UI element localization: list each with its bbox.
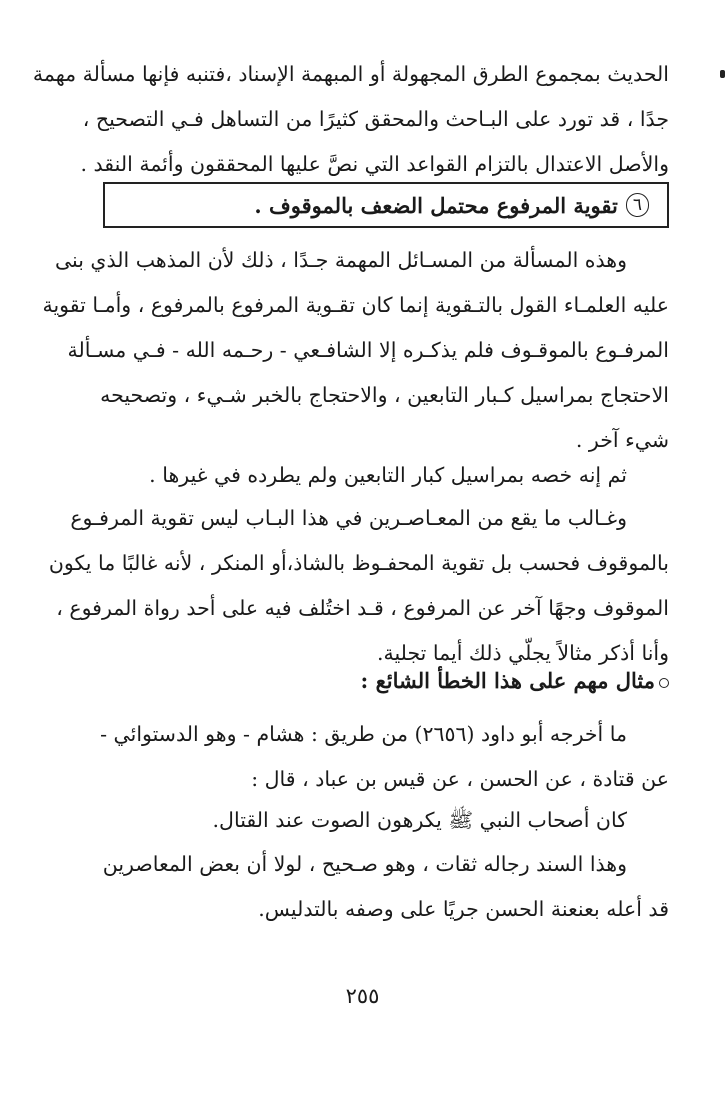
text-line: قد أعله بعنعنة الحسن جريًا على وصفه بالتدليس. bbox=[258, 897, 669, 921]
page-edge-mark bbox=[720, 70, 725, 78]
paragraph-hadith-chain bbox=[99, 712, 669, 802]
paragraph-restriction bbox=[99, 453, 669, 498]
text-line: الحديث بمجموع الطرق المجهولة أو المبهمة الإسناد ،فتنبه فإنها مسألة مهمة bbox=[32, 62, 669, 86]
paragraph-issue bbox=[42, 238, 669, 463]
text-line: جدًا ، قد تورد على البـاحث والمحقق كثيرًا من التساهل فـي التصحيح ، bbox=[82, 107, 669, 131]
example-subheading bbox=[361, 668, 669, 693]
text-line: بالموقوف فحسب بل تقوية المحفـوظ بالشاذ،أو المنكر ، لأنه غالبًا ما يكون bbox=[48, 551, 669, 575]
page-number: ٢٥٥ bbox=[345, 984, 380, 1008]
text-line: الاحتجاج بمراسيل كـبار التابعين ، والاحتجاج بالخبر شـيء ، وتصحيحه bbox=[100, 383, 669, 407]
text-line: ثم إنه خصه بمراسيل كبار التابعين ولم يطرده في غيرها . bbox=[149, 463, 627, 487]
paragraph-assessment bbox=[99, 842, 669, 932]
text-line: ما أخرجه أبو داود (٢٦٥٦) من طريق : هشام - وهو الدستوائي - bbox=[100, 722, 627, 746]
hadith-text bbox=[99, 798, 669, 843]
text-line: عن قتادة ، عن الحسن ، عن قيس بن عباد ، قال : bbox=[251, 767, 669, 791]
circle-bullet-icon bbox=[659, 678, 669, 688]
text-line: والأصل الاعتدال بالتزام القواعد التي نصَّ عليها المحققون وأئمة النقد . bbox=[80, 152, 669, 176]
section-title: تقوية المرفوع محتمل الضعف بالموقوف . bbox=[254, 192, 618, 218]
section-number: ٦ bbox=[626, 193, 649, 217]
subheading-text: مثال مهم على هذا الخطأ الشائع : bbox=[360, 668, 655, 693]
text-line: وهذا السند رجاله ثقات ، وهو صـحيح ، لولا أن بعض المعاصرين bbox=[102, 852, 627, 876]
text-line: الموقوف وجهًا آخر عن المرفوع ، قـد اختُلف فيه على أحد رواة المرفوع ، bbox=[56, 596, 669, 620]
paragraph-intro bbox=[32, 52, 669, 187]
text-line: شيء آخر . bbox=[575, 428, 669, 452]
paragraph-contemporaries bbox=[48, 496, 669, 676]
text-line: عليه العلمـاء القول بالتـقوية إنما كان تقـوية المرفوع بالمرفوع ، وأمـا تقوية bbox=[42, 293, 669, 317]
text-line: كان أصحاب النبي ﷺ يكرهون الصوت عند القتال. bbox=[212, 808, 627, 832]
text-line: وغـالب ما يقع من المعـاصـرين في هذا البـاب ليس تقوية المرفـوع bbox=[70, 506, 627, 530]
text-line: وأنا أذكر مثالاً يجلّي ذلك أيما تجلية. bbox=[376, 641, 669, 665]
section-heading-box bbox=[103, 182, 669, 228]
text-line: وهذه المسألة من المسـائل المهمة جـدًا ، ذلك لأن المذهب الذي بنى bbox=[54, 248, 627, 272]
text-line: المرفـوع بالموقـوف فلم يذكـره إلا الشافـعي - رحـمه الله - فـي مسـألة bbox=[67, 338, 669, 362]
